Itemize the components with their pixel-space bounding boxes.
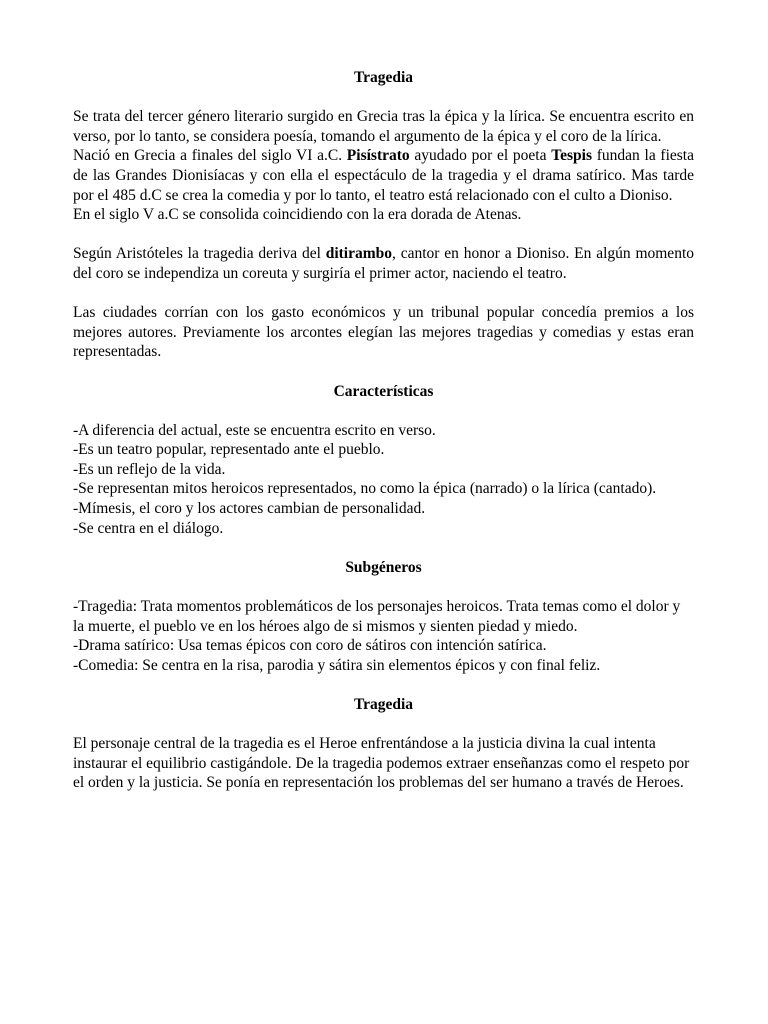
- document-page: [73, 68, 694, 793]
- spacer: [73, 715, 694, 735]
- paragraph-origin-text-2: ayudado por el poeta: [409, 147, 552, 165]
- bold-pisistrato: Pisístrato: [346, 147, 410, 165]
- spacer: [73, 675, 694, 695]
- spacer: [73, 401, 694, 421]
- spacer: [73, 362, 694, 382]
- paragraph-intro: Se trata del tercer género literario surgido en Grecia tras la épica y la lírica. Se encuentra escrito en verso, por lo tanto, se considera poesía, tomando el argumento de la épica y el coro de la lírica.: [73, 108, 694, 145]
- spacer: [73, 88, 694, 108]
- heading-tragedia: Tragedia: [353, 69, 414, 86]
- heading-caracteristicas: Características: [333, 382, 434, 400]
- paragraph-origin: [73, 146, 694, 205]
- paragraph-origin-text-3: fundan la fiesta de las Grandes Dionisíacas y con ella el espectáculo de la tragedia y el drama satírico. Mas tarde por el 485 d.C se crea la comedia y por lo tanto, el teatro está relacionado con el culto a Dioniso.: [73, 147, 694, 204]
- list-item: -Se representan mitos heroicos representados, no como la épica (narrado) o la lírica (cantado).: [73, 480, 657, 498]
- spacer: [73, 284, 694, 304]
- bold-tespis: Tespis: [551, 147, 593, 165]
- paragraph-aristoteles-text-1: Según Aristóteles la tragedia deriva del: [73, 245, 326, 263]
- heading-subgeneros: Subgéneros: [345, 558, 422, 576]
- paragraph-aristoteles: [73, 244, 694, 283]
- heading-tragedia-2: Tragedia: [353, 696, 414, 713]
- list-item: -Es un teatro popular, representado ante el pueblo.: [73, 441, 385, 459]
- paragraph-ciudades: Las ciudades corrían con los gasto económicos y un tribunal popular concedía premios a los mejores autores. Previamente los arcontes elegían las mejores tragedias y comedias y estas eran representadas.: [73, 304, 694, 361]
- spacer: [73, 538, 694, 558]
- list-item: -Tragedia: Trata momentos problemáticos de los personajes heroicos. Trata temas como el dolor y la muerte, el pueblo ve en los héroes algo de si mismos y sienten piedad y miedo.: [73, 598, 681, 635]
- paragraph-origin-text-1: Nació en Grecia a finales del siglo VI a.C.: [73, 147, 347, 165]
- list-item: -Se centra en el diálogo.: [73, 519, 224, 537]
- paragraph-aristoteles-text-2: , cantor en honor a Dioniso. En algún momento del coro se independiza un coreuta y surgiría el primer actor, naciendo el teatro.: [73, 245, 694, 282]
- bold-ditirambo: ditirambo: [325, 245, 393, 263]
- spacer: [73, 225, 694, 245]
- spacer: [73, 577, 694, 597]
- list-item: -Drama satírico: Usa temas épicos con coro de sátiros con intención satírica.: [73, 637, 547, 655]
- list-item: -Comedia: Se centra en la risa, parodia y sátira sin elementos épicos y con final feliz.: [73, 656, 601, 674]
- list-item: -A diferencia del actual, este se encuentra escrito en verso.: [73, 421, 436, 439]
- paragraph-siglo-v: En el siglo V a.C se consolida coincidiendo con la era dorada de Atenas.: [73, 206, 522, 224]
- list-item: -Es un reflejo de la vida.: [73, 460, 226, 478]
- paragraph-heroe: El personaje central de la tragedia es el Heroe enfrentándose a la justicia divina la cual intenta instaurar el equilibrio castigándole. De la tragedia podemos extraer enseñanzas como el respeto por el orden y la justicia. Se ponía en representación los problemas del ser humano a través de Heroes.: [73, 735, 690, 792]
- list-item: -Mímesis, el coro y los actores cambian de personalidad.: [73, 500, 426, 518]
